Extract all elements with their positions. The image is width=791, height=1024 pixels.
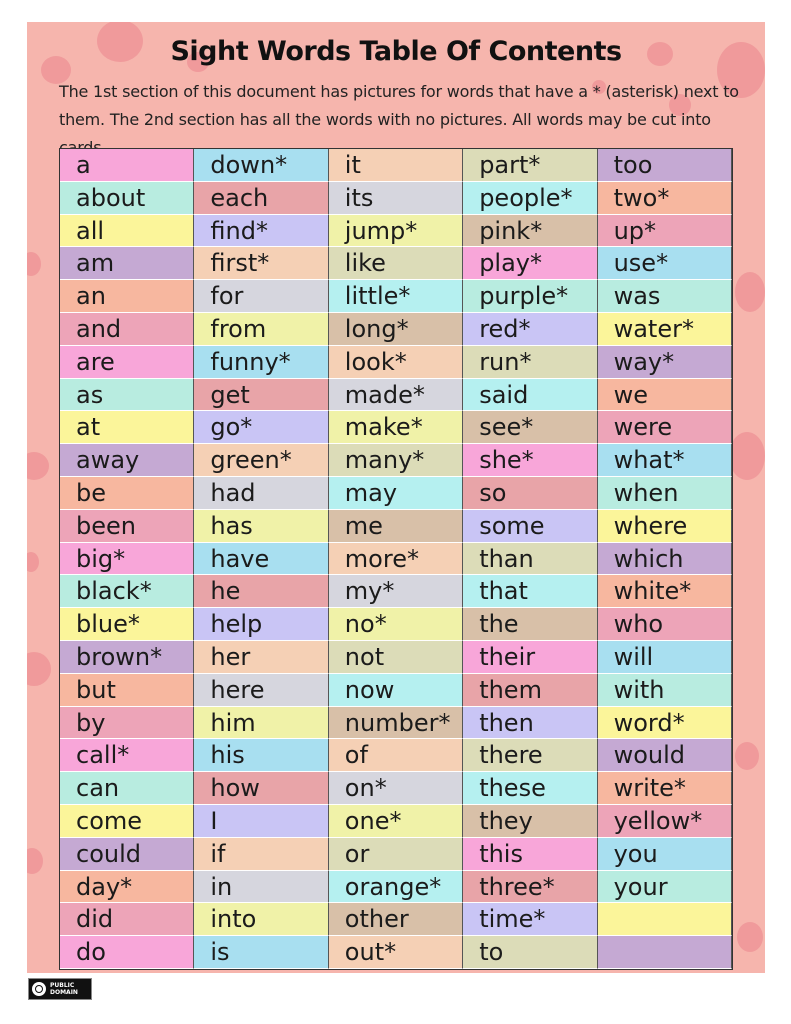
word-cell: she* xyxy=(463,444,597,477)
word-cell: how xyxy=(194,772,328,805)
word-cell: one* xyxy=(329,805,463,838)
word-cell: many* xyxy=(329,444,463,477)
word-cell: where xyxy=(598,510,732,543)
word-cell: from xyxy=(194,313,328,346)
word-cell: funny* xyxy=(194,346,328,379)
word-cell: and xyxy=(60,313,194,346)
word-cell: purple* xyxy=(463,280,597,313)
word-cell: no* xyxy=(329,608,463,641)
decor-dot xyxy=(27,552,39,572)
word-cell: help xyxy=(194,608,328,641)
word-cell: there xyxy=(463,739,597,772)
word-cell: black* xyxy=(60,575,194,608)
word-cell: blue* xyxy=(60,608,194,641)
word-cell: get xyxy=(194,379,328,412)
word-cell: white* xyxy=(598,575,732,608)
decor-dot xyxy=(737,922,763,952)
word-cell: than xyxy=(463,543,597,576)
word-cell: big* xyxy=(60,543,194,576)
decor-dot xyxy=(729,432,765,480)
word-cell: red* xyxy=(463,313,597,346)
word-cell: find* xyxy=(194,215,328,248)
word-cell: first* xyxy=(194,247,328,280)
word-cell: brown* xyxy=(60,641,194,674)
word-cell: now xyxy=(329,674,463,707)
word-cell: call* xyxy=(60,739,194,772)
word-cell: in xyxy=(194,871,328,904)
word-cell: up* xyxy=(598,215,732,248)
word-cell: which xyxy=(598,543,732,576)
decor-dot xyxy=(27,452,49,480)
word-cell: said xyxy=(463,379,597,412)
word-cell: like xyxy=(329,247,463,280)
word-cell: make* xyxy=(329,411,463,444)
word-cell: word* xyxy=(598,707,732,740)
word-cell: can xyxy=(60,772,194,805)
word-cell: by xyxy=(60,707,194,740)
word-cell: two* xyxy=(598,182,732,215)
decor-dot xyxy=(27,848,43,874)
word-cell: them xyxy=(463,674,597,707)
badge-label xyxy=(50,982,78,996)
word-cell: time* xyxy=(463,903,597,936)
public-domain-icon xyxy=(32,982,46,996)
word-cell: would xyxy=(598,739,732,772)
word-cell: have xyxy=(194,543,328,576)
word-cell: look* xyxy=(329,346,463,379)
word-cell: your xyxy=(598,871,732,904)
word-cell: pink* xyxy=(463,215,597,248)
word-cell: people* xyxy=(463,182,597,215)
public-domain-badge xyxy=(28,978,92,1000)
badge-line-2: DOMAIN xyxy=(50,989,78,996)
word-cell: come xyxy=(60,805,194,838)
word-cell: or xyxy=(329,838,463,871)
decor-dot xyxy=(735,742,759,770)
word-cell: him xyxy=(194,707,328,740)
word-cell: are xyxy=(60,346,194,379)
word-cell: jump* xyxy=(329,215,463,248)
word-cell: all xyxy=(60,215,194,248)
badge-line-1: PUBLIC xyxy=(50,982,75,989)
word-cell: into xyxy=(194,903,328,936)
word-cell: other xyxy=(329,903,463,936)
word-cell: down* xyxy=(194,149,328,182)
word-cell: he xyxy=(194,575,328,608)
decor-dot xyxy=(735,272,765,312)
word-cell: a xyxy=(60,149,194,182)
decor-dot xyxy=(27,652,51,686)
word-cell: me xyxy=(329,510,463,543)
word-cell: play* xyxy=(463,247,597,280)
word-cell: on* xyxy=(329,772,463,805)
word-cell: orange* xyxy=(329,871,463,904)
word-cell: green* xyxy=(194,444,328,477)
word-cell: do xyxy=(60,936,194,969)
word-cell: made* xyxy=(329,379,463,412)
word-cell: am xyxy=(60,247,194,280)
word-cell: write* xyxy=(598,772,732,805)
word-cell: to xyxy=(463,936,597,969)
word-cell: did xyxy=(60,903,194,936)
worksheet xyxy=(27,22,765,973)
empty-cell xyxy=(598,936,732,969)
word-cell: will xyxy=(598,641,732,674)
word-cell: this xyxy=(463,838,597,871)
word-cell: were xyxy=(598,411,732,444)
word-cell: they xyxy=(463,805,597,838)
word-cell: an xyxy=(60,280,194,313)
word-cell: may xyxy=(329,477,463,510)
word-cell: I xyxy=(194,805,328,838)
word-cell: their xyxy=(463,641,597,674)
word-cell: is xyxy=(194,936,328,969)
word-cell: it xyxy=(329,149,463,182)
word-cell: about xyxy=(60,182,194,215)
sight-words-table xyxy=(59,148,733,970)
word-cell: water* xyxy=(598,313,732,346)
word-cell: her xyxy=(194,641,328,674)
word-cell: been xyxy=(60,510,194,543)
word-cell: day* xyxy=(60,871,194,904)
word-cell: at xyxy=(60,411,194,444)
word-cell: way* xyxy=(598,346,732,379)
word-cell: his xyxy=(194,739,328,772)
word-cell: use* xyxy=(598,247,732,280)
word-cell: run* xyxy=(463,346,597,379)
word-cell: who xyxy=(598,608,732,641)
word-cell: when xyxy=(598,477,732,510)
word-cell: number* xyxy=(329,707,463,740)
word-cell: what* xyxy=(598,444,732,477)
word-cell: see* xyxy=(463,411,597,444)
word-cell: three* xyxy=(463,871,597,904)
empty-cell xyxy=(598,903,732,936)
word-cell: we xyxy=(598,379,732,412)
word-cell: you xyxy=(598,838,732,871)
word-cell: if xyxy=(194,838,328,871)
word-cell: then xyxy=(463,707,597,740)
word-cell: was xyxy=(598,280,732,313)
word-cell: these xyxy=(463,772,597,805)
word-cell: here xyxy=(194,674,328,707)
page-title: Sight Words Table Of Contents xyxy=(170,36,622,67)
word-cell: for xyxy=(194,280,328,313)
decor-dot xyxy=(27,252,41,276)
word-cell: some xyxy=(463,510,597,543)
word-cell: the xyxy=(463,608,597,641)
word-cell: yellow* xyxy=(598,805,732,838)
word-cell: away xyxy=(60,444,194,477)
word-cell: long* xyxy=(329,313,463,346)
word-cell: with xyxy=(598,674,732,707)
word-cell: little* xyxy=(329,280,463,313)
word-cell: out* xyxy=(329,936,463,969)
word-cell: that xyxy=(463,575,597,608)
word-cell: not xyxy=(329,641,463,674)
word-cell: so xyxy=(463,477,597,510)
word-cell: its xyxy=(329,182,463,215)
word-cell: too xyxy=(598,149,732,182)
word-cell: had xyxy=(194,477,328,510)
word-cell: has xyxy=(194,510,328,543)
word-cell: of xyxy=(329,739,463,772)
word-cell: could xyxy=(60,838,194,871)
word-cell: my* xyxy=(329,575,463,608)
word-cell: each xyxy=(194,182,328,215)
word-cell: go* xyxy=(194,411,328,444)
word-cell: part* xyxy=(463,149,597,182)
word-cell: be xyxy=(60,477,194,510)
word-cell: but xyxy=(60,674,194,707)
intro-text: The 1st section of this document has pictures for words that have a * (asterisk) next to them. The 2nd section has all the words with no pictures. All words may be cut into xyxy=(59,82,739,129)
word-cell: more* xyxy=(329,543,463,576)
word-cell: as xyxy=(60,379,194,412)
